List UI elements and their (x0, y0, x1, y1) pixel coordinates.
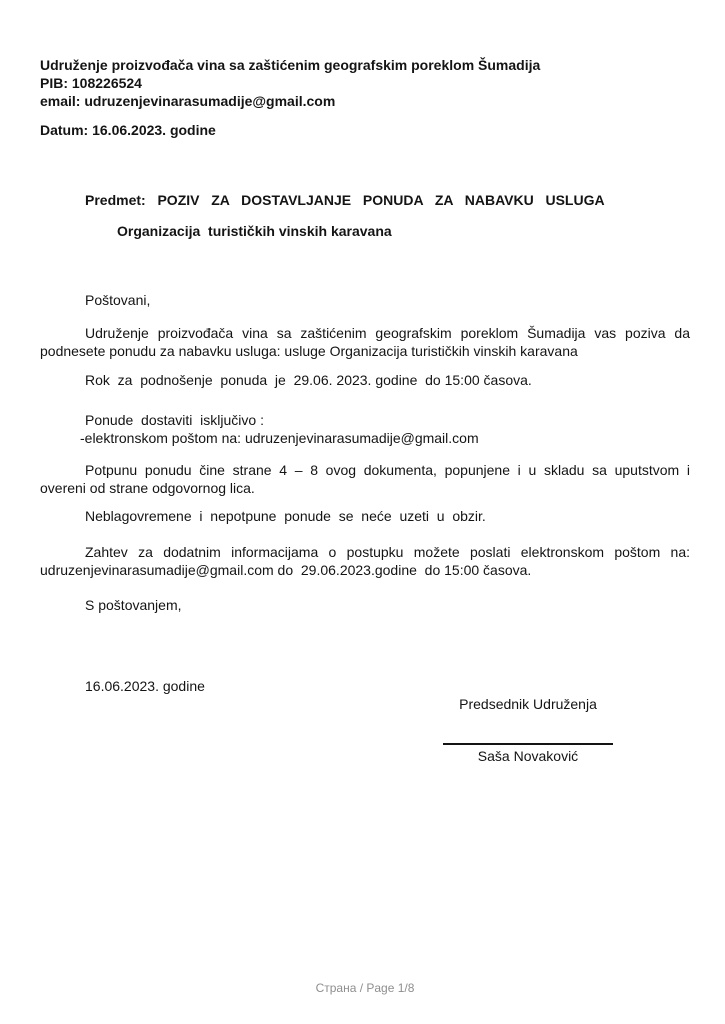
subject-line: Predmet: POZIV ZA DOSTAVLJANJE PONUDA ZA NABAVKU USLUGA (85, 192, 605, 208)
paragraph-invitation-line1: Udruženje proizvođača vina sa zaštićenim geografskim poreklom Šumadija vas poziva da (85, 325, 690, 341)
organization-name: Udruženje proizvođača vina sa zaštićenim geografskim poreklom Šumadija (40, 57, 541, 73)
paragraph-submission-line1: Ponude dostaviti isključivo : (85, 412, 264, 428)
paragraph-submission (40, 411, 690, 447)
paragraph-additional-info (40, 543, 690, 579)
paragraph-additional-info-line2: udruzenjevinarasumadije@gmail.com do 29.06.2023.godine do 15:00 časova. (40, 562, 532, 578)
organization-email: email: udruzenjevinarasumadije@gmail.com (40, 93, 336, 109)
signature-block (443, 695, 613, 765)
organization-pib: PIB: 108226524 (40, 75, 142, 91)
letterhead (40, 56, 690, 110)
paragraph-additional-info-line1: Zahtev za dodatnim informacijama o postupku možete poslati elektronskom poštom na: (85, 544, 690, 560)
paragraph-completeness-line2: overeni od strane odgovornog lica. (40, 480, 255, 496)
document-date-line: Datum: 16.06.2023. godine (40, 122, 216, 138)
signature-name: Saša Novaković (477, 748, 579, 764)
paragraph-invitation-line2: podnesete ponudu za nabavku usluga: usluge Organizacija turističkih vinskih karavana (40, 343, 578, 359)
paragraph-completeness-line1: Potpunu ponudu čine strane 4 – 8 ovog dokumenta, popunjene i u skladu sa uputstvom i (85, 462, 690, 478)
signature-date: 16.06.2023. godine (85, 678, 205, 694)
paragraph-submission-line2: -elektronskom poštom na: udruzenjevinarasumadije@gmail.com (80, 430, 479, 446)
page-footer: Страна / Page 1/8 (315, 981, 415, 995)
salutation: Poštovani, (85, 292, 151, 308)
paragraph-deadline: Rok za podnošenje ponuda je 29.06. 2023. godine do 15:00 časova. (85, 372, 532, 388)
signature-title: Predsednik Udruženja (459, 696, 597, 712)
paragraph-invitation (40, 324, 690, 360)
closing-salutation: S poštovanjem, (85, 597, 182, 613)
paragraph-completeness (40, 461, 690, 497)
paragraph-late-notice: Neblagovremene i nepotpune ponude se neće uzeti u obzir. (85, 508, 486, 524)
subject-subline: Organizacija turističkih vinskih karavana (117, 223, 392, 239)
signature-line (443, 743, 613, 745)
